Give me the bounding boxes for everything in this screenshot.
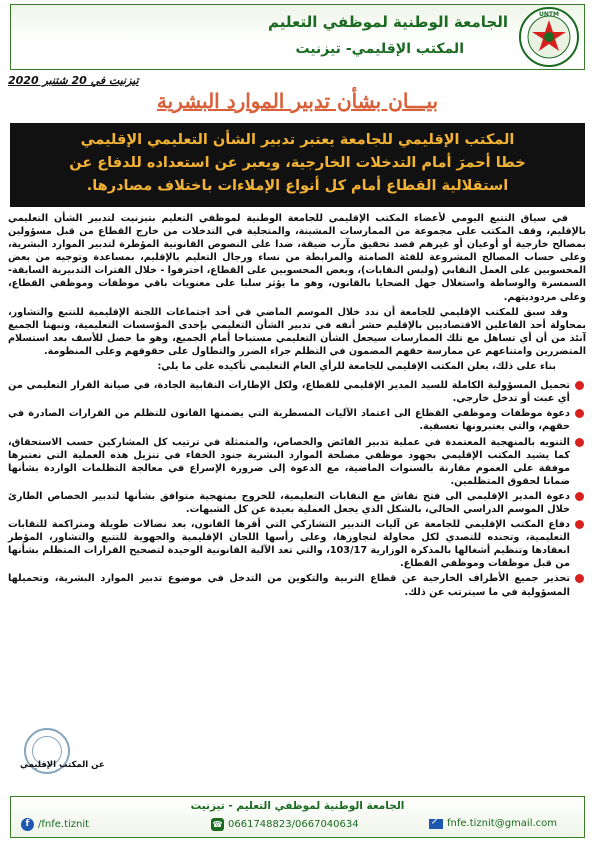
- facebook-link[interactable]: [21, 818, 89, 831]
- statement-date: تيزنيت في 20 شتنبر 2020: [8, 74, 139, 87]
- bullet-icon: [575, 381, 584, 390]
- demand-item: [8, 490, 586, 516]
- phone-numbers: [211, 818, 359, 831]
- union-logo: [518, 6, 580, 68]
- logo-text: UNTM: [539, 11, 559, 18]
- email-icon: [429, 819, 443, 829]
- demand-text: دعوة موظفات وموظفي القطاع الى اعتماد الآليات المسطرية التي يضمنها القانون للتظلم من القرارات الصادرة في حقهم، والتي يعتبرونها تعسفية.: [8, 408, 570, 433]
- demand-item: [8, 379, 586, 405]
- facebook-icon: f: [21, 818, 34, 831]
- demand-text: تحميل المسؤولية الكاملة للسيد المدير الإقليمي للقطاع، ولكل الإطارات النقابية الجادة، في صيانة القرار التعليمي من أي عبث أو تدخل خارجي.: [8, 380, 570, 405]
- bullet-icon: [575, 438, 584, 447]
- footer-title: الجامعة الوطنية لموظفي التعليم - تيزنيت: [190, 800, 405, 812]
- demand-text: دعوة المدير الإقليمي الى فتح نقاش مع النقابات التعليمية، للخروج بمنهجية متوافق بشأنها لتدبير الخصاص الطارئ خلال الموسم الدراسي الحالي، بالشكل الذي يجعل العملية بعيدة عن كل الشبهات.: [8, 490, 570, 515]
- bullet-icon: [575, 492, 584, 501]
- bullet-icon: [575, 574, 584, 583]
- body-paragraph: وقد سبق للمكتب الإقليمي للجامعة أن ندد خلال الموسم الماضي في أحد اجتماعات اللجنة الإقليمية للتتبع والتشاور، بمحاولة أحد الفاعلين الاقتصاديين بالإقليم حشر أنفه في تدبير الشأن التعليمي بإحدى المؤسسات التعليمية، ونبهنا الجميع آنئذ من أن أي تساهل مع تلك الممارسات سيجعل الشأن التعليمي مستباحا أمام الجميع، وهو ما حصل للأسف بعد استسلام المتضررين وامتناعهم عن ممارسة حقهم المضمون في التظلم جراء الضرر والتطاول على حقوقهم وعلى المنظومة.: [8, 306, 586, 357]
- banner-line: استقلالية القطاع أمام كل أنواع الإملاءات باختلاف مصادرها.: [86, 178, 509, 194]
- email-text: fnfe.tiznit@gmail.com: [447, 818, 558, 829]
- letterhead: [10, 4, 585, 70]
- headline-banner: [10, 123, 585, 207]
- demand-text: التنويه بالمنهجية المعتمدة في عملية تدبير الفائض والخصاص، والمتمثلة في ترتيب كل المشاركين حسب الاستحقاق، كما يشيد المكتب الإقليمي بجهود موظفي مصلحة الموارد البشرية جنود الخفاء في تنزيل هذه العملية التي نعتبرها موفقة على العموم مقارنة بالسنوات الماضية، مع الدعوة إلى ضرورة الإسراع في معالجة التظلمات الواردة بشأنها ضمانا لحقوق المتظلمين.: [8, 436, 570, 487]
- signature-label: عن المكتب الإقليمي: [20, 760, 105, 770]
- facebook-handle: /fnfe.tiznit: [38, 819, 90, 830]
- bullet-icon: [575, 520, 584, 529]
- demand-text: دفاع المكتب الإقليمي للجامعة عن آليات التدبير التشاركي التي أقرها القانون، بعد نضالات طويلة ومتراكمة للنقابات التعليمية، وتجنده للتصدي لكل محاولة لتجاوزها، وعلى رأسها اللجان الإقليمية والجهوية للتتبع والتشاور، المؤطر انعقادها وتنظيم أشغالها بالمذكرة الوزارية 103/17، والتي تعد الآلية القانونية الوحيدة لتصحيح القرارات المتظلم بشأنها من قبل موظفات وموظفي القطاع.: [8, 519, 570, 570]
- statement-title: بيـــان بشأن تدبير الموارد البشرية: [156, 89, 439, 113]
- union-name: الجامعة الوطنية لموظفي التعليم: [268, 13, 508, 31]
- footer-bar: [10, 796, 585, 838]
- body-paragraph: في سياق التتبع اليومي لأعضاء المكتب الإقليمي للجامعة الوطنية لموظفي التعليم بتيزنيت لتدبير الشأن التعليمي بالإقليم، وقف المكتب على مجموعة من الممارسات المشينة، والمتجلية في التدخلات من خارج القطاع من قبل مسؤولين بمصالح خارجية أو أوعيان أو غيرهم قصد تحقيق مآرب ضيقة، ضدا على النصوص القانونية المؤطرة لتدبير الموارد البشرية، وعلى حساب المصالح المشروعة للفئة الصامتة والمرابطة من نساء ورجال التعليم بالإقليم، بمساعدة وتوجيه من بعض المحسوبين على العمل النقابي (وليس النقابات)، وبعض المحسوبين على القطاع، احترفوا - خلال الفترات التدبيرية السابقة- السمسرة والوساطة واستغلال جهل الضحايا بالقانون، وهو ما يؤثر سلبا على معنويات باقي موظفات وموظفي القطاع، وعلى مردوديتهم.: [8, 213, 586, 303]
- banner-line: خطا أحمرَ أمام التدخلات الخارجية، ويعبر عن استعداده للدفاع عن: [69, 155, 526, 171]
- email-link[interactable]: [429, 818, 557, 829]
- office-name: المكتب الإقليمي- تيزنيت: [295, 41, 464, 57]
- demand-item: [8, 518, 586, 570]
- phone-text: 0661748823/0667040634: [228, 819, 359, 830]
- demand-text: تحذير جميع الأطراف الخارجية عن قطاع التربية والتكوين من التدخل في موضوع تدبير الموارد البشرية، وتحميلها المسؤولية في ما سيترتب عن ذلك.: [8, 573, 570, 598]
- demand-item: [8, 572, 586, 598]
- demand-item: [8, 407, 586, 433]
- closing-paragraph: بناء على ذلك، يعلن المكتب الإقليمي للجامعة للرأي العام التعليمي تأكيده على ما يلي:: [157, 361, 556, 373]
- phone-icon: ☎: [212, 820, 223, 829]
- banner-line: المكتب الإقليمي للجامعة يعتبر تدبير الشأن التعليمي الإقليمي: [80, 132, 515, 148]
- demands-list: [8, 379, 586, 599]
- statement-body: [8, 212, 586, 772]
- bullet-icon: [575, 409, 584, 418]
- demand-item: [8, 436, 586, 488]
